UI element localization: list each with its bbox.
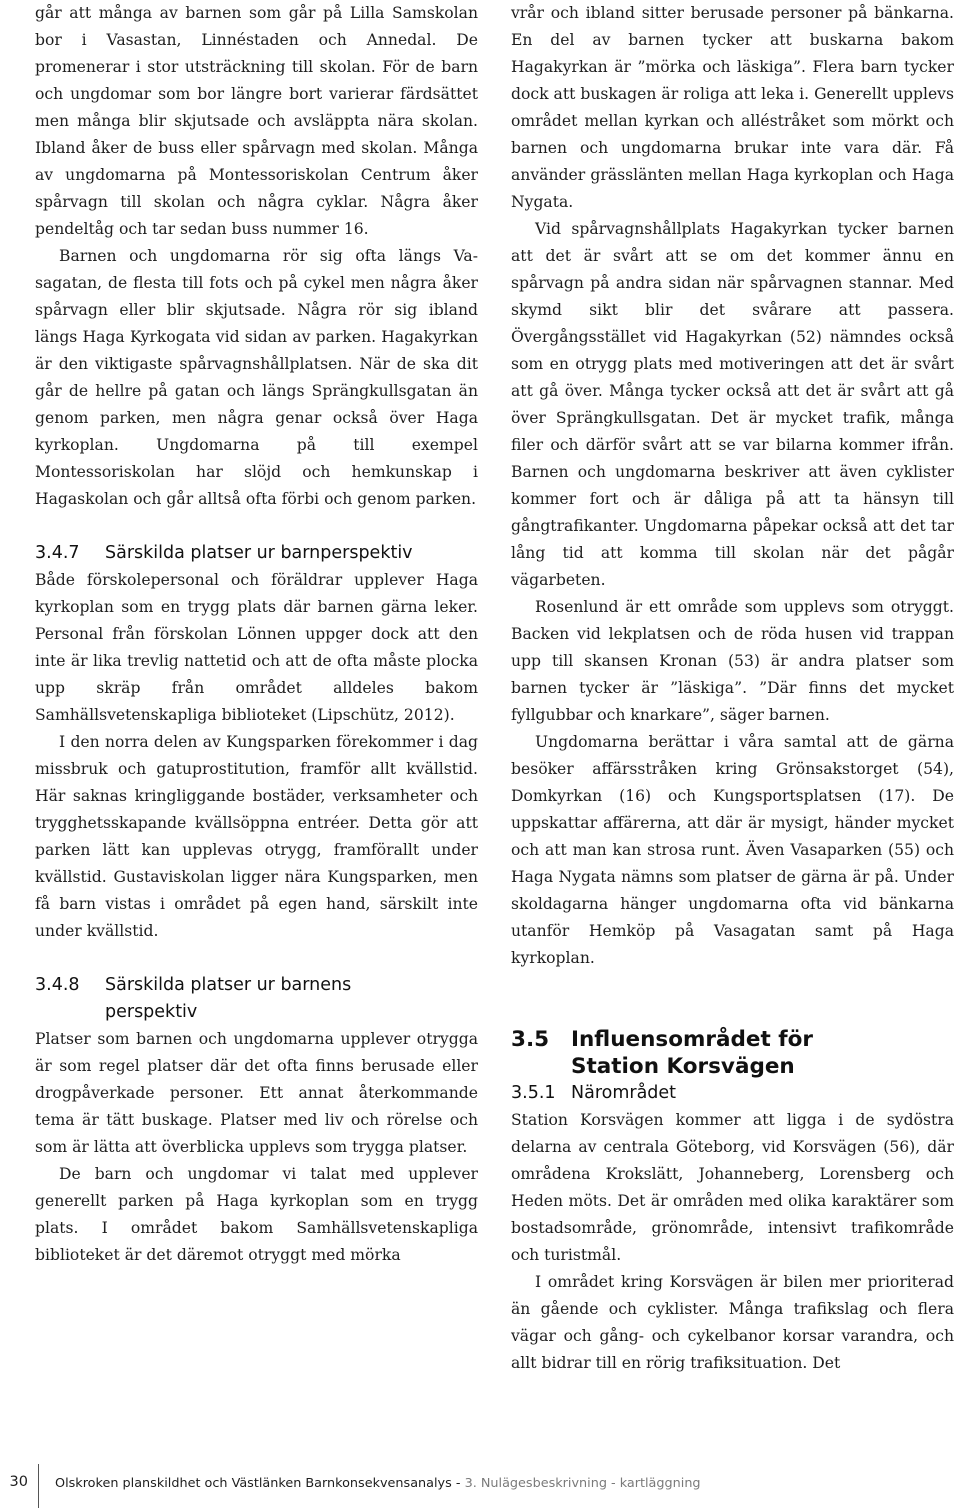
- footer-divider: [38, 1464, 39, 1508]
- paragraph: Platser som barnen och ungdomarna upplever otrygga är som regel platser där det ofta finns berusade eller drogpåverkade personer. Ett annat återkommande tema är tätt buskage. Platser med liv och rörelse och som är lätta att överblicka upplevs som trygga platser.: [35, 1030, 478, 1156]
- section-heading-3-4-8: 3.4.8 Särskilda platser ur barnens perspektiv: [35, 975, 352, 1022]
- page-footer: [0, 1464, 960, 1510]
- paragraph: I den norra delen av Kungsparken förekommer i dag missbruk och gatuprostitution, framför allt kvällstid. Här saknas kringliggande bostäder, verksamheter och trygghetsskapande kvällsöppna entréer. Detta gör att parken lätt kan upplevas otrygg, framförallt under kvällstid. Gustaviskolan ligger nära Kungsparken, men få barn vistas i området på egen hand, särskilt inte under kvällstid.: [35, 733, 478, 940]
- paragraph: Både förskolepersonal och föräldrar upplever Haga kyrkoplan som en trygg plats där barnen gärna leker. Personal från förskolan Lönnen uppger dock att den inte är lika trevlig nattetid och att de ofta måste plocka upp skräp från området alldeles bakom Samhällsvetenskapliga biblioteket (Lipschütz, 2012).: [35, 571, 478, 724]
- section-heading-3-5-1: 3.5.1 Närområdet: [511, 1083, 677, 1103]
- paragraph: Station Korsvägen kommer att ligga i de sydöstra delarna av centrala Göteborg, vid Korsvägen (56), där områdena Krokslätt, Johanneberg, Lorensberg och Heden möts. Det är områden med olika karaktärer som bostadsområde, grönområde, intensivt trafikområde och turistmål.: [511, 1111, 954, 1264]
- paragraph: vrår och ibland sitter berusade personer på bänkarna. En del av barnen tycker att buskarna bakom Hagakyrkan är ”mörka och läskiga”. Flera barn tycker dock att buskagen är roliga att leka i. Generellt upplevs området mellan kyrkan och alléstråket som mörkt och barnen och ungdomarna brukar inte vara där. Få använder grässlänten mellan Haga kyrkoplan och Haga Nygata.: [511, 4, 954, 211]
- paragraph: De barn och ungdomar vi talat med upplever generellt parken på Haga kyrkoplan som en trygg plats. I området bakom Samhällsvetenskapliga biblioteket är det däremot otryggt med mörka: [35, 1165, 478, 1264]
- paragraph: Ungdomarna berättar i våra samtal att de gärna besöker affärsstråken kring Grönsakstorget (54), Domkyrkan (16) och Kungsportsplatsen (17). De uppskattar affärerna, att där är mysigt, händer mycket och att man kan strosa runt. Även Vasaparken (55) och Haga Nygata nämns som platser de gärna är på. Under skoldagarna hänger ungdomarna ofta vid bänkarna utanför Hemköp på Vasagatan samt på Haga kyrkoplan.: [511, 733, 954, 967]
- paragraph: I området kring Korsvägen är bilen mer prioriterad än gående och cyklister. Många trafikslag och flera vägar och gång- och cykelbanor korsar varandra, och allt bidrar till en rörig trafiksituation. Det: [511, 1273, 954, 1372]
- right-column: [511, 0, 954, 1377]
- section-heading-3-4-7: 3.4.7 Särskilda platser ur barnperspektiv: [35, 543, 413, 563]
- footer-title: Olskroken planskildhet och Västlänken Barnkonsekvensanalys -: [55, 1476, 465, 1491]
- footer-text: [55, 1476, 701, 1491]
- paragraph: går att många av barnen som går på Lilla Samskolan bor i Vasastan, Linnéstaden och Annedal. De promenerar i stor utsträckning till skolan. För de barn och ungdomar som bor längre bort varierar färdsättet men många blir skjutsade och avsläppta nära skolan. Ibland åker de buss eller spårvagn med skolan. Många av ungdomarna på Montessoriskolan Centrum åker spårvagn till skolan och några cyklar. Några åker pendeltåg och tar sedan buss nummer 16.: [35, 4, 478, 238]
- left-column: [35, 0, 478, 1269]
- paragraph: Vid spårvagnshållplats Hagakyrkan tycker barnen att det är svårt att se om det kommer ännu en spårvagn på andra sidan när spårvagnen stannar. Med skymd sikt blir det svårare att passera. Övergångsstället vid Hagakyrkan (52) nämndes också som en otrygg plats med motiveringen att det är svårt att gå över. Många tycker också att det är svårt att gå över Sprängkullsgatan. Det är mycket trafik, många filer och därför svårt att se var bilarna kommer ifrån. Barnen och ungdomarna beskriver att även cyklister kommer fort och är dåliga på att ta hänsyn till gångtrafikanter. Ungdomarna påpekar också att det tar lång tid att komma till skolan när det pågår vägarbeten.: [511, 220, 954, 589]
- section-heading-3-5: 3.5 Influensområdet för Station Korsvägen: [511, 1027, 813, 1079]
- page-number: 30: [9, 1474, 28, 1490]
- footer-chapter: 3. Nulägesbeskrivning - kartläggning: [464, 1476, 701, 1491]
- paragraph: Rosenlund är ett område som upplevs som otryggt. Backen vid lekplatsen och de röda husen vid trappan upp till skansen Kronan (53) är andra platser som barnen tycker är ”läskiga”. ”Där finns det mycket fyllgubbar och knarkare”, säger barnen.: [511, 598, 954, 724]
- paragraph: Barnen och ungdomarna rör sig ofta längs Vasagatan, de flesta till fots och på cykel men några åker spårvagn eller blir skjutsade. Några rör sig ibland längs Haga Kyrkogata vid sidan av parken. Hagakyrkan är den viktigaste spårvagnshållplatsen. När de ska dit går de hellre på gatan och längs Sprängkullsgatan än genom parken, men några genar också över Haga kyrkoplan. Ungdomarna på till exempel Montessoriskolan har slöjd och hemkunskap i Hagaskolan och går alltså ofta förbi och genom parken.: [35, 247, 478, 508]
